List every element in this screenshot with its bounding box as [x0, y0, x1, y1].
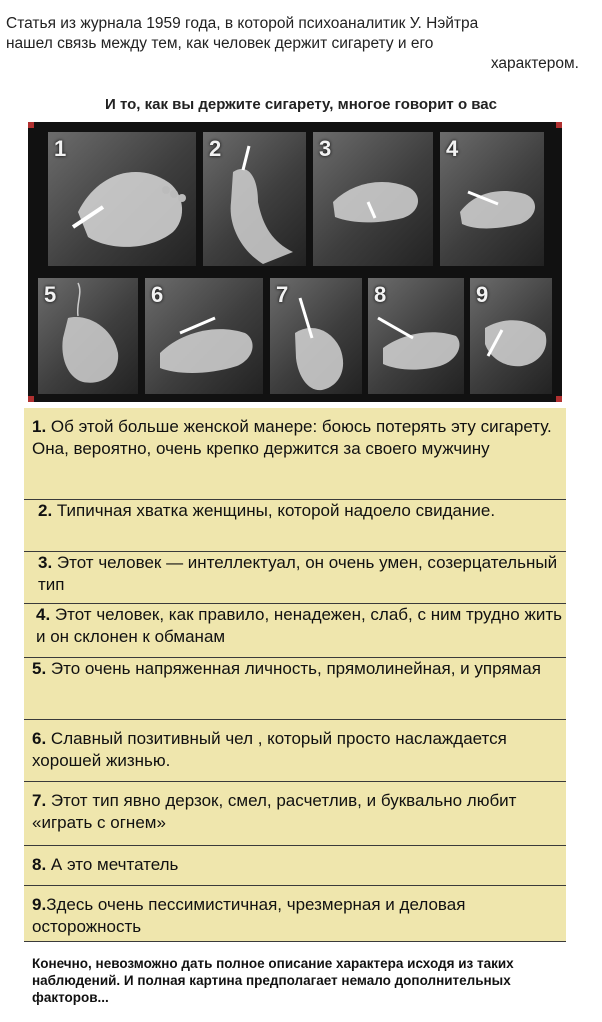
- outro-text: Конечно, невозможно дать полное описание характера исходя из таких наблюдений. И полная картина предполагает немало дополнительных факторов...: [32, 956, 514, 1005]
- photo-hand-9: [470, 278, 552, 394]
- photo-hand-7: [270, 278, 362, 394]
- intro-text: [6, 14, 591, 74]
- description-text: А это мечтатель: [46, 855, 179, 874]
- photo-number: 8: [374, 282, 387, 307]
- description-text: Этот человек — интеллектуал, он очень умен, созерцательный тип: [38, 553, 558, 594]
- photo-hand-8: [368, 278, 464, 394]
- photo-number: 7: [276, 282, 289, 307]
- description-row-5: [24, 658, 566, 720]
- description-row-6: [24, 720, 566, 782]
- intro-line-2: нашел связь между тем, как человек держит сигарету и его: [6, 35, 434, 52]
- description-text: Типичная хватка женщины, которой надоело свидание.: [52, 501, 496, 520]
- photo-number: 5: [44, 282, 57, 307]
- corner-marker: [28, 122, 34, 128]
- photo-hand-4: [440, 132, 544, 266]
- hand-illustration: [48, 132, 196, 266]
- photo-hand-5: [38, 278, 138, 394]
- description-number: 4.: [36, 605, 51, 624]
- description-text: Этот тип явно дерзок, смел, расчетлив, и буквально любит «играть с огнем»: [32, 791, 517, 832]
- photo-number: 1: [54, 136, 67, 161]
- photo-hand-6: [145, 278, 263, 394]
- description-number: 2.: [38, 501, 53, 520]
- descriptions-list: [24, 408, 566, 942]
- corner-marker: [556, 122, 562, 128]
- description-number: 8.: [32, 855, 47, 874]
- description-number: 1.: [32, 417, 47, 436]
- description-text: Это очень напряженная личность, прямолинейная, и упрямая: [46, 659, 541, 678]
- photo-hand-1: [48, 132, 196, 266]
- description-row-2: [24, 500, 566, 552]
- photo-number: 9: [476, 282, 489, 307]
- description-number: 5.: [32, 659, 47, 678]
- photo-hand-3: [313, 132, 433, 266]
- photo-panel: [28, 122, 562, 402]
- description-text: Этот человек, как правило, ненадежен, слаб, с ним трудно жить и он склонен к обманам: [36, 605, 562, 646]
- description-text: Славный позитивный чел , который просто наслаждается хорошей жизнью.: [32, 729, 507, 770]
- description-row-8: [24, 846, 566, 886]
- corner-marker: [28, 396, 34, 402]
- description-row-7: [24, 782, 566, 846]
- intro-line-3: характером.: [490, 55, 579, 72]
- photo-number: 4: [446, 136, 459, 161]
- photo-number: 2: [209, 136, 222, 161]
- description-row-1: [24, 416, 566, 500]
- corner-marker: [556, 396, 562, 402]
- intro-line-1: Статья из журнала 1959 года, в которой психоаналитик У. Нэйтра: [6, 15, 479, 32]
- description-row-9: [24, 886, 566, 942]
- description-number: 7.: [32, 791, 47, 810]
- subtitle: И то, как вы держите сигарету, многое говорит о вас: [105, 96, 497, 113]
- description-number: 6.: [32, 729, 47, 748]
- description-text: Об этой больше женской манере: боюсь потерять эту сигарету. Она, вероятно, очень крепко держится за своего мужчину: [32, 417, 552, 458]
- description-row-4: [24, 604, 566, 658]
- description-row-3: [24, 552, 566, 604]
- description-number: 3.: [38, 553, 53, 572]
- description-number: 9.: [32, 895, 47, 914]
- photo-number: 6: [151, 282, 164, 307]
- photo-hand-2: [203, 132, 306, 266]
- description-text: Здесь очень пессимистичная, чрезмерная и деловая осторожность: [32, 895, 466, 936]
- photo-number: 3: [319, 136, 332, 161]
